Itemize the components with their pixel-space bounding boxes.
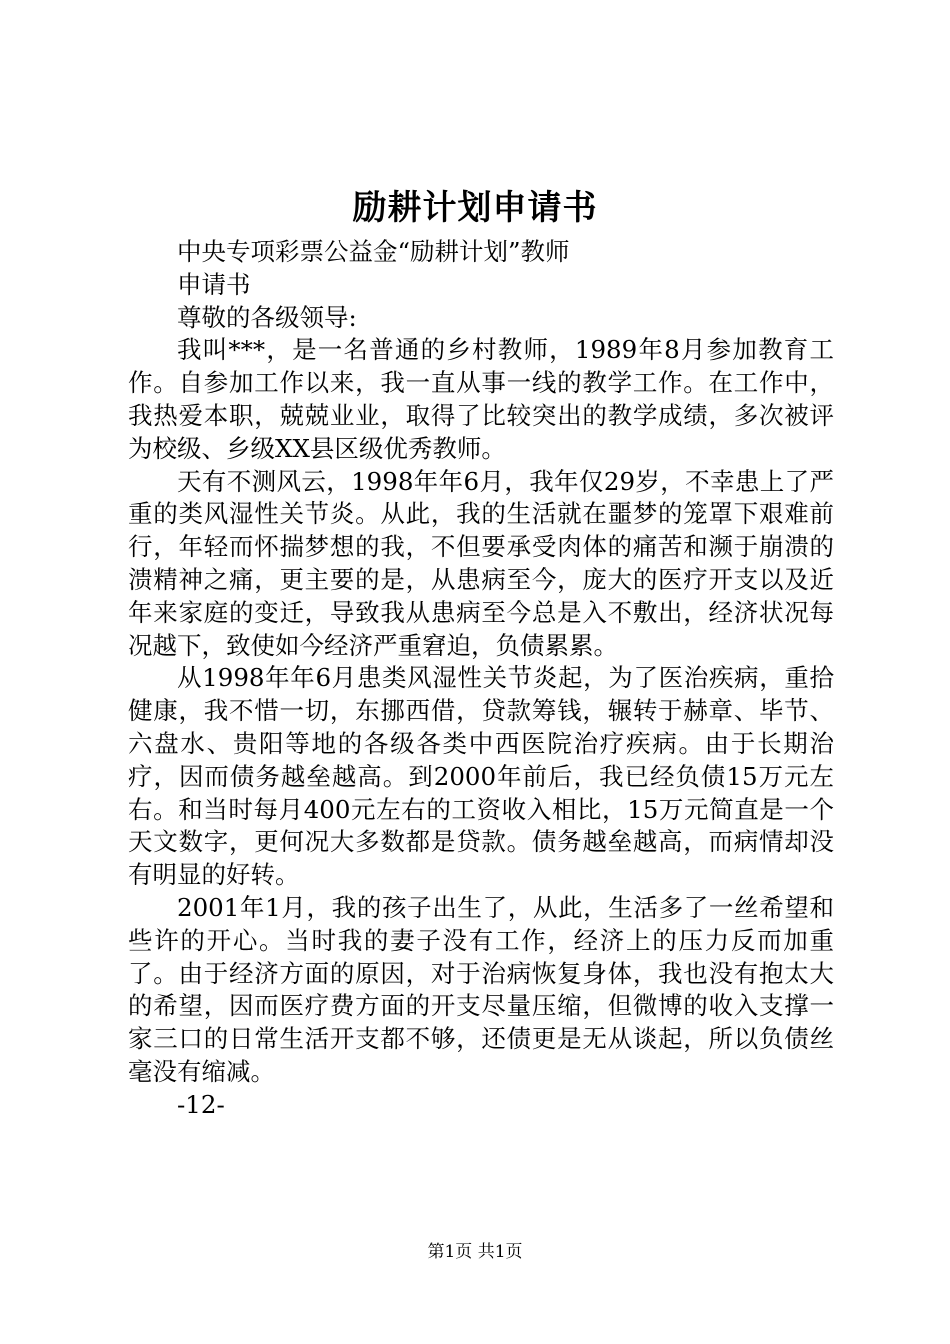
page-footer: 第1页 共1页 <box>427 1242 523 1262</box>
paragraph-heading-line-1: 中央专项彩票公益金“励耕计划”教师 <box>177 237 570 266</box>
paragraph-salutation: 尊敬的各级领导: <box>177 302 357 332</box>
paragraph-heading-line-2: 申请书 <box>177 269 251 299</box>
document-body <box>128 236 834 1122</box>
paragraph-family: 2001年1月，我的孩子出生了，从此，生活多了一丝希望和些许的开心。当时我的妻子没有工作，经济上的压力反而加重了。由于经济方面的原因，对于治病恢复身体，我也没有抱太大的希望，因而医疗费方面的开支尽量压缩，但微博的收入支撑一家三口的日常生活开支都不够，还债更是无从谈起，所以负债丝毫没有缩减。 <box>128 892 834 1086</box>
document-title: 励耕计划申请书 <box>352 188 598 228</box>
inline-page-number: -12- <box>177 1089 225 1119</box>
paragraph-introduction: 我叫***，是一名普通的乡村教师，1989年8月参加教育工作。自参加工作以来，我一直从事一线的教学工作。在工作中，我热爱本职，兢兢业业，取得了比较突出的教学成绩，多次被评为校级、乡级XX县区级优秀教师。 <box>128 335 834 463</box>
paragraph-treatment-debt: 从1998年年6月患类风湿性关节炎起，为了医治疾病，重拾健康，我不惜一切，东挪西借，贷款筹钱，辗转于赫章、毕节、六盘水、贵阳等地的各级各类中西医院治疗疾病。由于长期治疗，因而债务越垒越高。到2000年前后，我已经负债15万元左右。和当时每月400元左右的工资收入相比，15万元简直是一个天文数字，更何况大多数都是贷款。债务越垒越高，而病情却没有明显的好转。 <box>128 663 834 890</box>
paragraph-illness: 天有不测风云，1998年年6月，我年仅29岁，不幸患上了严重的类风湿性关节炎。从此，我的生活就在噩梦的笼罩下艰难前行，年轻而怀揣梦想的我，不但要承受肉体的痛苦和濒于崩溃的溃精神之痛，更主要的是，从患病至今，庞大的医疗开支以及近年来家庭的变迁，导致我从患病至今总是入不敷出，经济状况每况越下，致使如今经济严重窘迫，负债累累。 <box>128 466 834 660</box>
